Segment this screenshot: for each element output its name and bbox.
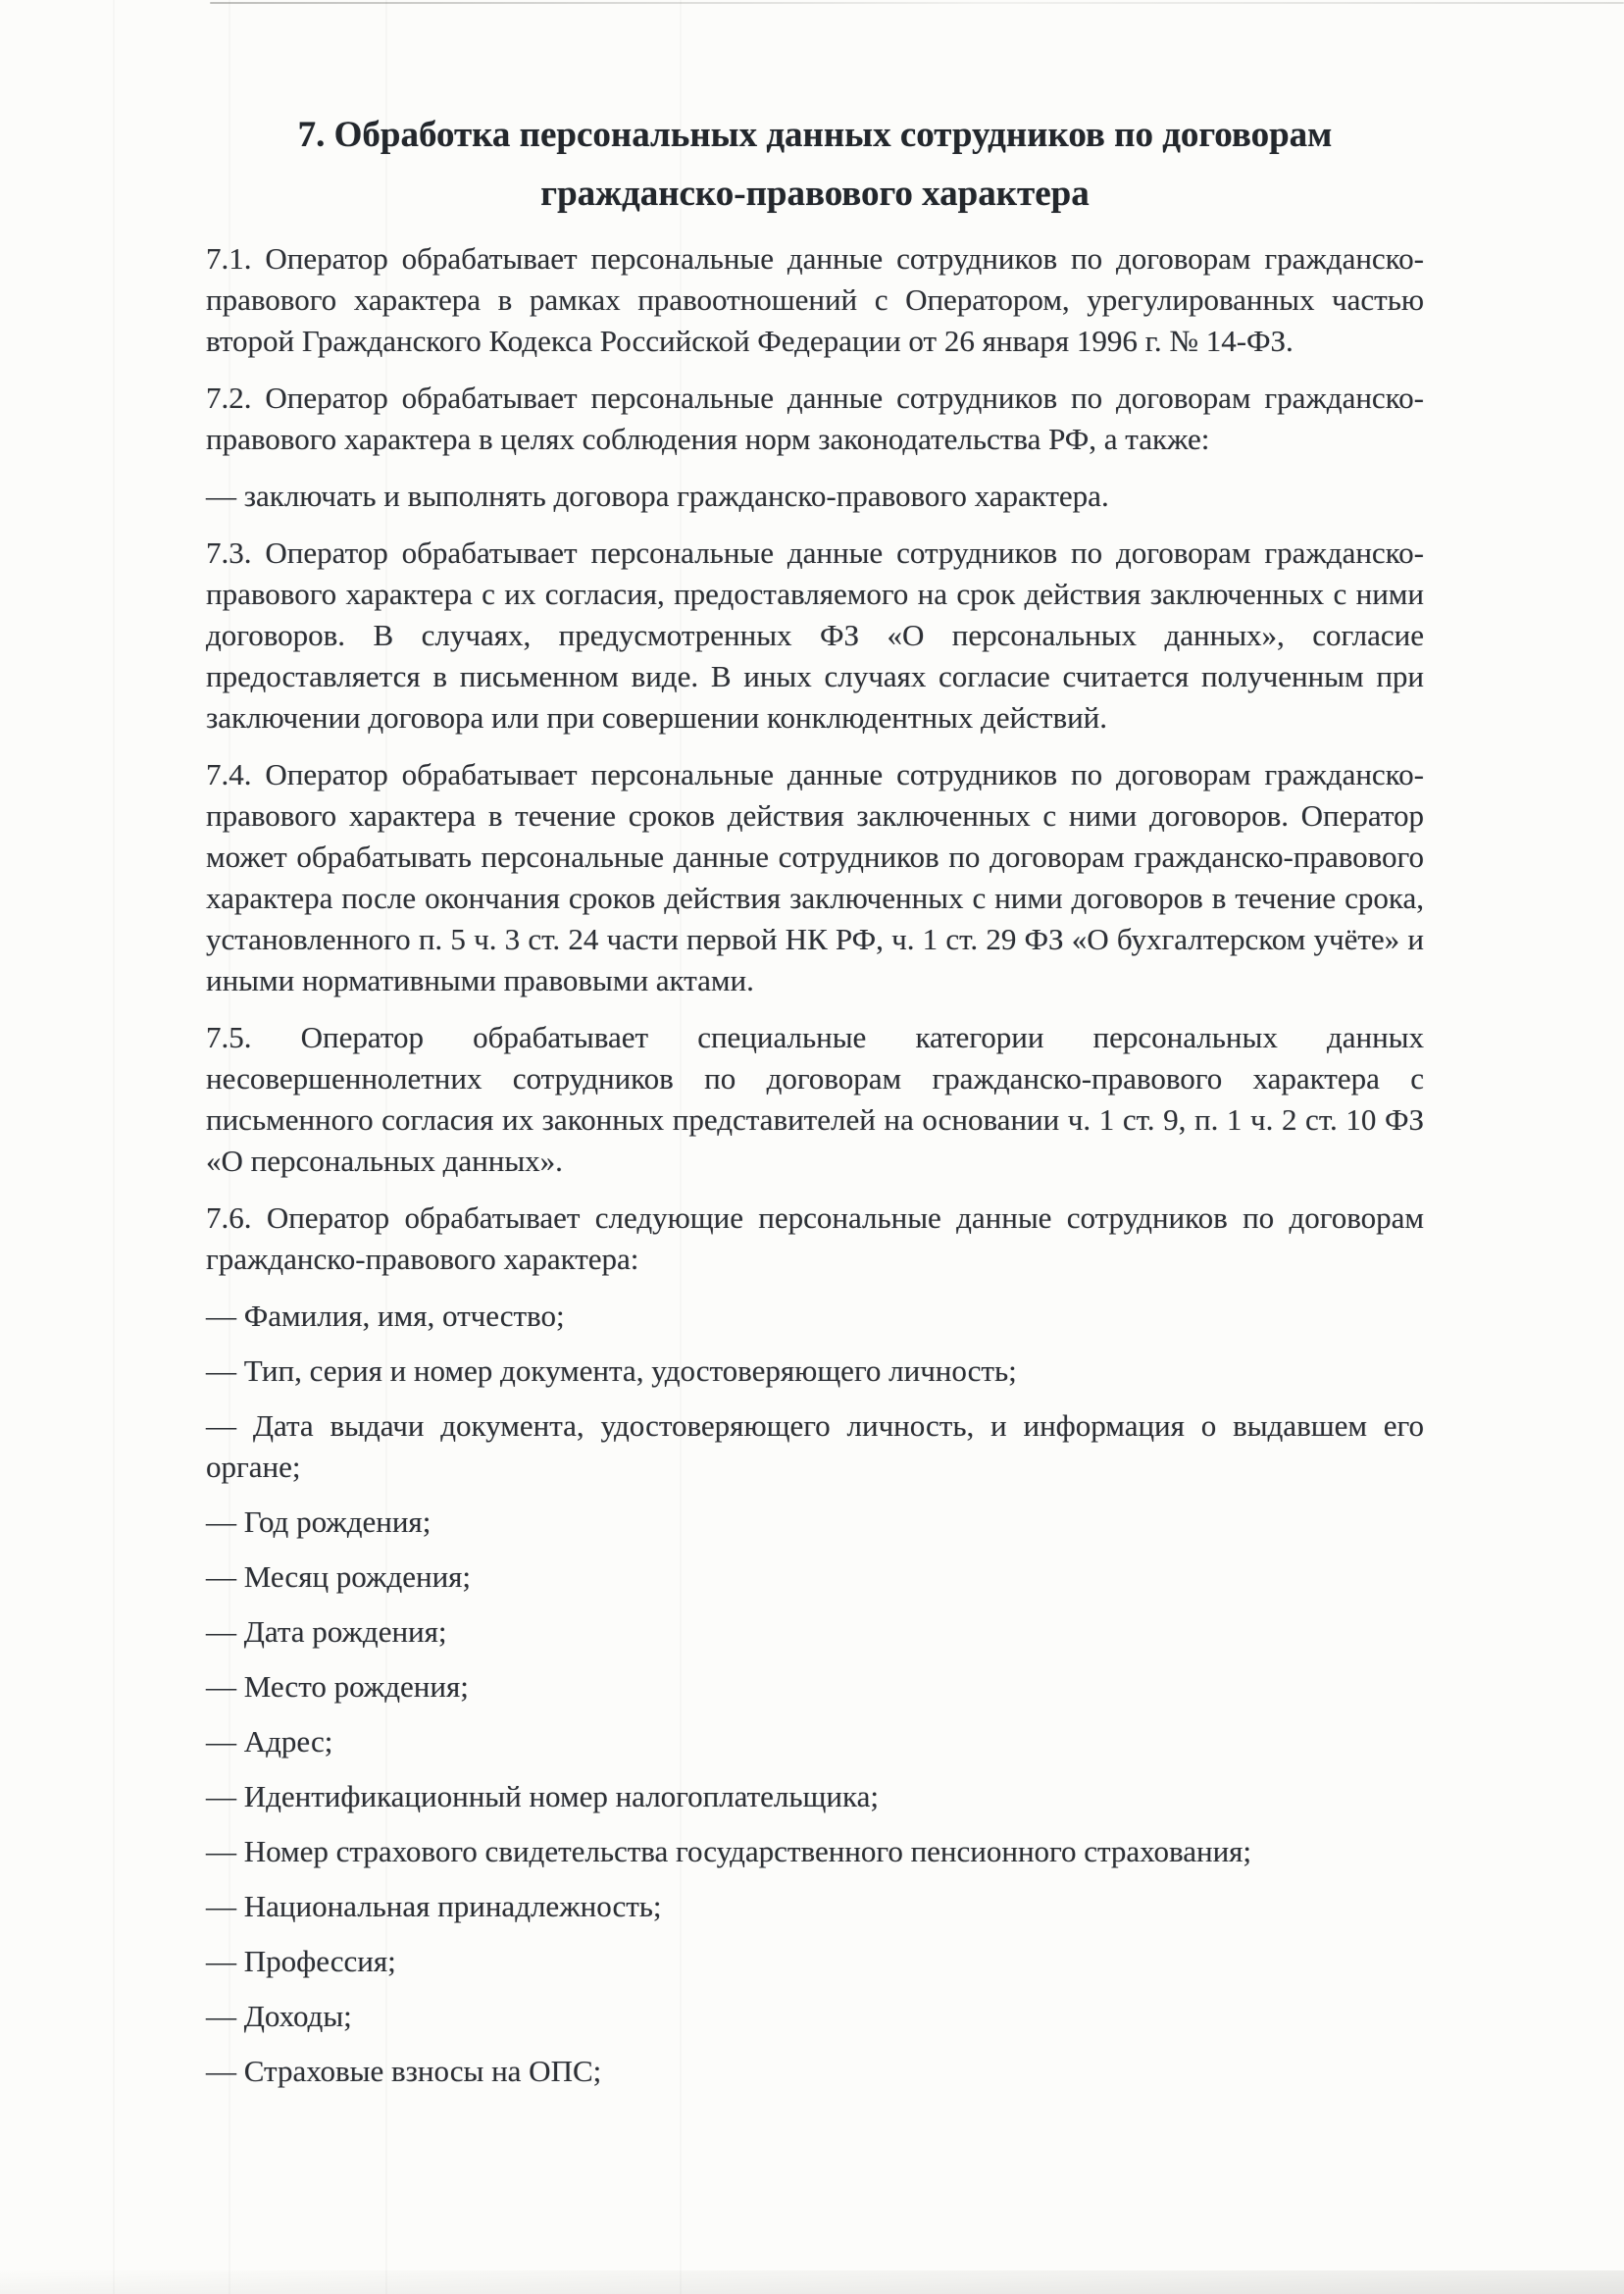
data-item-birth-month: — Месяц рождения; (206, 1559, 472, 1594)
clause-7-3: 7.3. Оператор обрабатывает персональные данные сотрудников по договорам гражданско-правового характера с их согласия, предоставляемого на срок действия заключенных с ними договоров. В случаях, предусмотренных ФЗ «О персональных данных», согласие предоставляется в письменном виде. В иных случаях согласие считается полученным при заключении договора или при совершении конклюдентных действий. (206, 535, 1424, 735)
data-item-surname: — Фамилия, имя, отчество; (206, 1299, 565, 1333)
data-item-income: — Доходы; (206, 1999, 352, 2033)
data-item-birth-date: — Дата рождения; (206, 1614, 447, 1649)
section-heading (206, 106, 1424, 224)
data-item-birth-year: — Год рождения; (206, 1504, 431, 1539)
data-item-ops-contributions: — Страховые взносы на ОПС; (206, 2054, 602, 2088)
data-item-document-issue: — Дата выдачи документа, удостоверяющего личность, и информация о выдавшем его органе; (206, 1408, 1424, 1484)
data-item-address: — Адрес; (206, 1724, 333, 1759)
clause-7-6: 7.6. Оператор обрабатывает следующие персональные данные сотрудников по договорам гражданско-правового характера: (206, 1200, 1424, 1276)
section-heading-line1: 7. Обработка персональных данных сотрудников по договорам (297, 115, 1333, 155)
data-item-inn: — Идентификационный номер налогоплательщика; (206, 1779, 879, 1813)
section-heading-line2: гражданско-правового характера (540, 174, 1090, 214)
clause-7-5: 7.5. Оператор обрабатывает специальные категории персональных данных несовершеннолетних сотрудников по договорам гражданско-правового характера с письменного согласия их законных представителей на основании ч. 1 ст. 9, п. 1 ч. 2 ст. 10 ФЗ «О персональных данных». (206, 1020, 1424, 1178)
scan-bottom-edge-artifact (0, 2270, 1624, 2294)
clause-7-2-dash-item: — заключать и выполнять договора гражданско-правового характера. (206, 479, 1109, 513)
data-item-birth-place: — Место рождения; (206, 1669, 469, 1704)
data-item-pension-insurance-number: — Номер страхового свидетельства государственного пенсионного страхования; (206, 1834, 1252, 1868)
scan-fold-line (113, 0, 115, 2294)
clause-7-1: 7.1. Оператор обрабатывает персональные данные сотрудников по договорам гражданско-правового характера в рамках правоотношений с Оператором, урегулированных частью второй Гражданского Кодекса Российской Федерации от 26 января 1996 г. № 14-ФЗ. (206, 241, 1424, 358)
data-item-identity-document: — Тип, серия и номер документа, удостоверяющего личность; (206, 1353, 1017, 1388)
data-item-profession: — Профессия; (206, 1944, 396, 1978)
data-item-nationality: — Национальная принадлежность; (206, 1889, 662, 1923)
scan-top-edge-artifact (210, 2, 1624, 4)
clause-7-4: 7.4. Оператор обрабатывает персональные данные сотрудников по договорам гражданско-правового характера в течение сроков действия заключенных с ними договоров. Оператор может обрабатывать персональные данные сотрудников по договорам гражданско-правового характера после окончания сроков действия заключенных с ними договоров в течение срока, установленного п. 5 ч. 3 ст. 24 части первой НК РФ, ч. 1 ст. 29 ФЗ «О бухгалтерском учёте» и иными нормативными правовыми актами. (206, 757, 1424, 997)
clause-7-2: 7.2. Оператор обрабатывает персональные данные сотрудников по договорам гражданско-правового характера в целях соблюдения норм законодательства РФ, а также: (206, 381, 1424, 456)
